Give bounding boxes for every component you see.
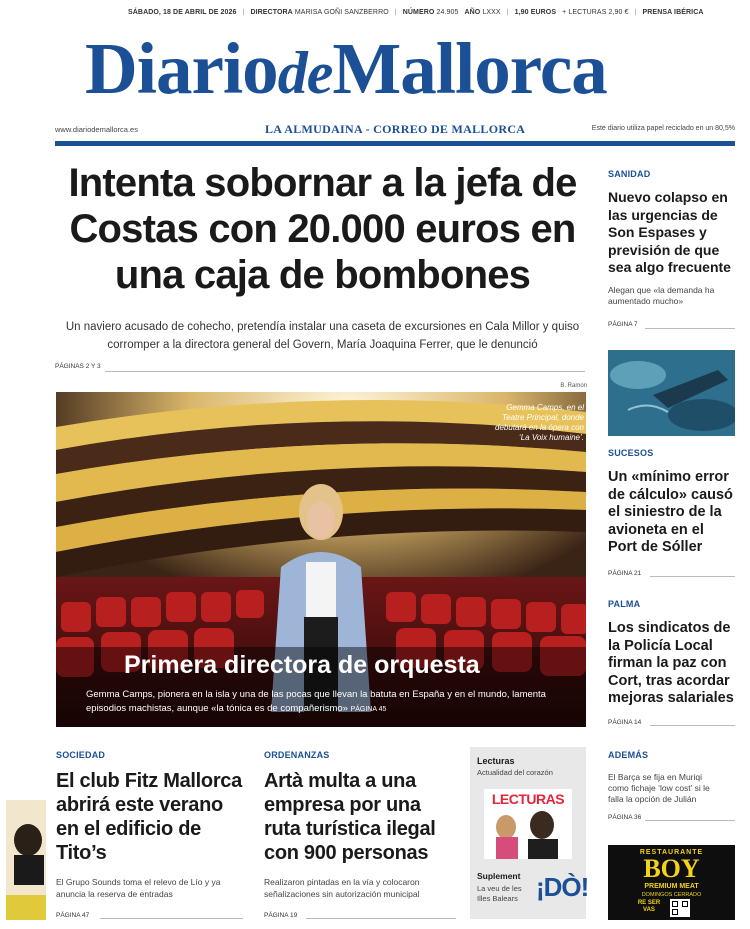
suplement-label: Suplement xyxy=(477,871,521,881)
sucesos-page: PÁGINA 21 xyxy=(608,570,642,577)
suplement-logo: ¡DÒ! xyxy=(536,872,589,902)
sea-wreck-illustration xyxy=(608,350,735,436)
lecturas-price: + LECTURAS 2,90 € xyxy=(562,9,629,16)
lead-rule xyxy=(105,371,585,372)
ad-tagline: PREMIUM MEAT xyxy=(644,883,699,890)
restaurant-ad[interactable] xyxy=(608,845,735,920)
director-name: MARISA GOÑI SANZBERRO xyxy=(294,9,389,16)
printer: PRENSA IBÉRICA xyxy=(642,9,704,16)
ad-reserve: RE SER VAS xyxy=(637,900,661,913)
ad-label: RESTAURANTE xyxy=(639,849,704,856)
palma-headline[interactable]: Los sindicatos de la Policía Local firman la paz con Cort, tras acordar mejoras salariales xyxy=(608,620,734,706)
photo-page: PÁGINA 45 xyxy=(350,706,387,713)
ordenanzas-page: PÁGINA 19 xyxy=(264,912,298,919)
year-label: AÑO xyxy=(464,9,481,16)
director-label: DIRECTORA xyxy=(250,9,293,16)
sociedad-page: PÁGINA 47 xyxy=(56,912,90,919)
photo-text xyxy=(86,688,556,717)
issue-number: 24.905 xyxy=(436,9,459,16)
section-sucesos[interactable]: SUCESOS xyxy=(608,448,654,458)
ad-brand: BOY xyxy=(643,854,700,883)
logo-mallorca: Mallorca xyxy=(332,28,607,109)
sucesos-headline[interactable]: Un «mínimo error de cálculo» causó el siniestro de la avioneta en el Port de Sóller xyxy=(608,469,733,555)
almudaina-title: LA ALMUDAINA - CORREO DE MALLORCA xyxy=(265,122,526,136)
lead-headline[interactable]: Intenta sobornar a la jefa de Costas con 20.000 euros en una caja de bombones xyxy=(68,161,577,297)
masthead-subrow xyxy=(55,122,735,138)
lead-subhead: Un naviero acusado de cohecho, pretendía instalar una caseta de excursiones en Cala Millor y quiso corromper a la directora general del Govern, María Joaquina Ferrer, que le denunció xyxy=(65,321,580,351)
ad-hours: DOMINGOS CERRADO xyxy=(641,892,702,898)
photo-caption: Gemma Camps, en el Teatre Principal, donde debutará en la ópera con ‘La Voix humaine’. xyxy=(495,403,584,442)
photo-text-body: Gemma Camps, pionera en la isla y una de las pocas que llevan la batuta en España y en el mundo, lamenta episodios machistas, aunque «la tónica es de compañerismo» xyxy=(86,689,546,714)
lecturas-subtitle: Actualidad del corazón xyxy=(477,768,553,777)
sanidad-page: PÁGINA 7 xyxy=(608,321,638,328)
year-roman: LXXX xyxy=(482,9,501,16)
sanidad-headline[interactable]: Nuevo colapso en las urgencias de Son Espases y previsión de que sea algo frecuente xyxy=(608,189,731,275)
palma-page: PÁGINA 14 xyxy=(608,719,642,726)
lead-photo[interactable] xyxy=(56,392,586,727)
wreck-photo[interactable] xyxy=(608,350,735,436)
ademas-page: PÁGINA 36 xyxy=(608,814,642,821)
lead-pages: PÁGINAS 2 Y 3 xyxy=(55,363,101,370)
photo-title[interactable]: Primera directora de orquesta xyxy=(124,651,480,679)
logo-de: de xyxy=(277,40,333,106)
dateline: SÁBADO, 18 DE ABRIL DE 2026 | DIRECTORA MARISA GOÑI SANZBERRO | NÚMERO 24.905 AÑO LXXX | 1,90 EUROS + LECTURAS 2,90 € | PRENSA IBÉRICA xyxy=(128,9,668,21)
ordenanzas-headline[interactable]: Artà multa a una empresa por una ruta turística ilegal con 900 personas xyxy=(264,770,436,864)
number-label: NÚMERO xyxy=(402,9,435,16)
sociedad-illustration xyxy=(6,800,46,920)
ordenanzas-text: Realizaron pintadas en la vía y colocaron señalizaciones sin autorización municipal xyxy=(264,877,420,899)
sanidad-text: Alegan que «la demanda ha aumentado mucho» xyxy=(608,285,715,306)
sociedad-photo[interactable] xyxy=(6,800,46,920)
lecturas-promo[interactable] xyxy=(470,747,589,919)
recycled-note: Este diario utiliza papel reciclado en un 80,5% xyxy=(591,125,735,132)
lecturas-cover-illustration xyxy=(484,789,572,859)
logo-diario: Diario xyxy=(85,28,278,109)
section-palma[interactable]: PALMA xyxy=(608,599,641,609)
section-sanidad[interactable]: SANIDAD xyxy=(608,169,651,179)
date: SÁBADO, 18 DE ABRIL DE 2026 xyxy=(128,9,237,16)
ademas-text[interactable]: El Barça se fija en Muriqi como fichaje ‘low cost’ si le falla la opción de Julián xyxy=(608,772,710,804)
price: 1,90 EUROS xyxy=(514,9,557,16)
sociedad-headline[interactable]: El club Fitz Mallorca abrirá este verano en el edificio de Tito’s xyxy=(56,770,242,864)
lecturas-cover-logo: LECTURAS xyxy=(491,791,565,807)
lecturas-title: Lecturas xyxy=(477,756,515,766)
section-ademas[interactable]: ADEMÁS xyxy=(608,750,649,760)
section-sociedad[interactable]: SOCIEDAD xyxy=(56,750,106,760)
suplement-text: La veu de les Illes Balears xyxy=(477,884,522,903)
masthead-rule xyxy=(55,141,735,146)
website[interactable]: www.diariodemallorca.es xyxy=(55,125,138,134)
lecturas-cover[interactable] xyxy=(484,789,572,859)
sociedad-text: El Grupo Sounds toma el relevo de Lío y ya anuncia la reserva de entradas xyxy=(56,877,221,899)
masthead-logo[interactable] xyxy=(85,28,685,110)
qr-code-icon[interactable] xyxy=(670,899,690,917)
section-ordenanzas[interactable]: ORDENANZAS xyxy=(264,750,330,760)
photo-credit: B. Ramon xyxy=(560,383,587,389)
